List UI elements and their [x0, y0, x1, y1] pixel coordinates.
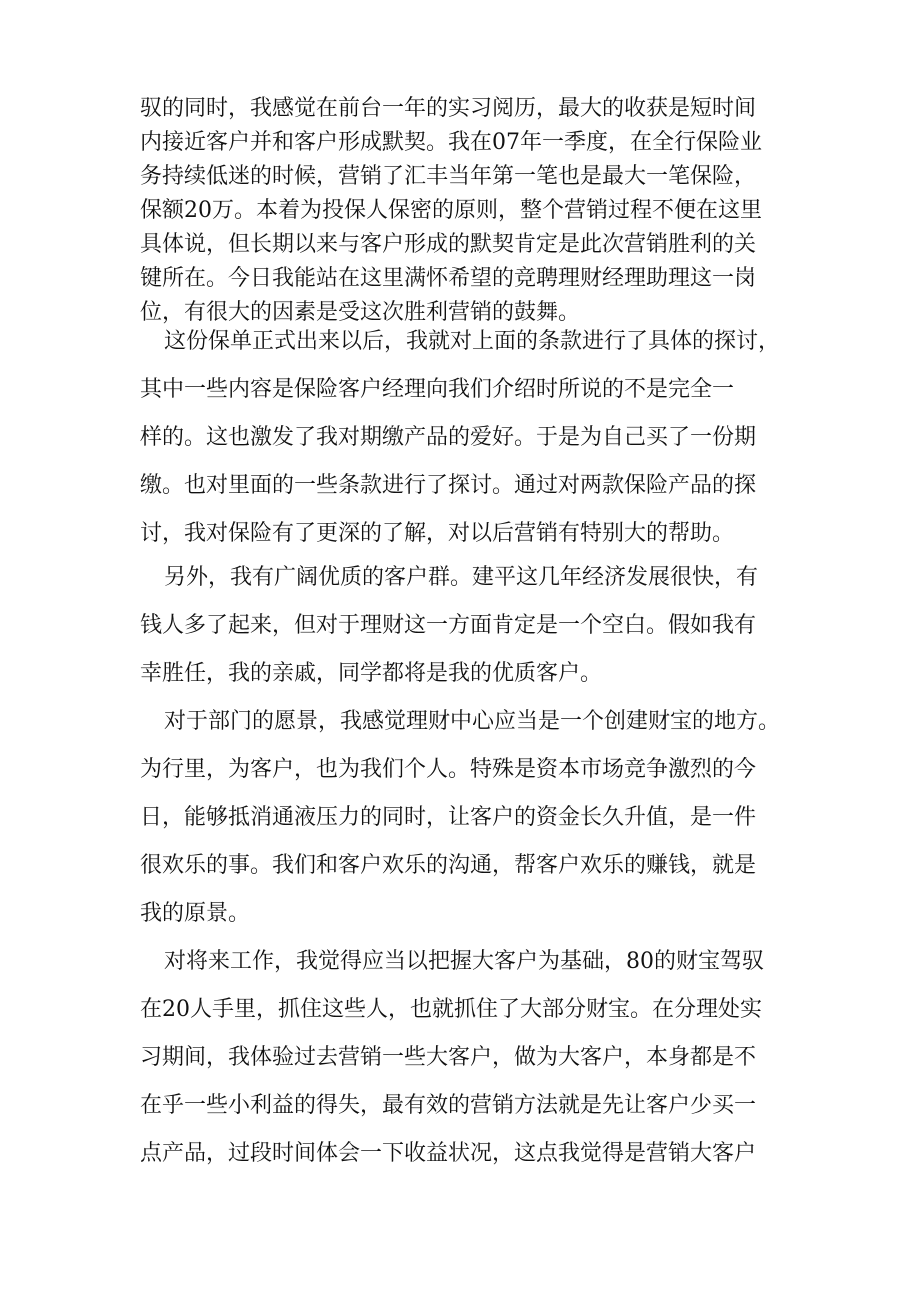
- paragraph-5: [140, 938, 790, 1178]
- text-line: 幸胜任，我的亲戚，同学都将是我的优质客户。: [140, 661, 603, 686]
- text-line: 对将来工作，我觉得应当以把握大客户为基础，80的财宝驾驭: [164, 949, 764, 974]
- text-line: 务持续低迷的时候，营销了汇丰当年第一笔也是最大一笔保险，: [140, 164, 757, 189]
- text-line: 内接近客户并和客户形成默契。我在07年一季度，在全行保险业: [140, 130, 762, 155]
- text-line: 缴。也对里面的一些条款进行了探讨。通过对两款保险产品的探: [140, 473, 757, 498]
- text-line: 习期间，我体验过去营销一些大客户，做为大客户，本身都是不: [140, 1045, 757, 1070]
- text-line: 另外，我有广阔优质的客户群。建平这几年经济发展很快，有: [164, 565, 759, 590]
- text-line: 钱人多了起来，但对于理财这一方面肯定是一个空白。假如我有: [140, 613, 757, 638]
- text-line: 驭的同时，我感觉在前台一年的实习阅历，最大的收获是短时间: [140, 96, 757, 121]
- text-line: 在20人手里，抓住这些人，也就抓住了大部分财宝。在分理处实: [140, 997, 762, 1022]
- paragraph-3: [140, 554, 790, 698]
- text-line: 这份保单正式出来以后，我就对上面的条款进行了具体的探讨，: [164, 329, 781, 354]
- paragraph-4: [140, 698, 790, 938]
- text-line: 讨，我对保险有了更深的了解，对以后营销有特别大的帮助。: [140, 521, 735, 546]
- text-line: 位，有很大的因素是受这次胜利营销的鼓舞。: [140, 300, 581, 325]
- text-line: 对于部门的愿景，我感觉理财中心应当是一个创建财宝的地方。: [164, 709, 781, 734]
- paragraph-1: [140, 92, 790, 330]
- text-line: 具体说，但长期以来与客户形成的默契肯定是此次营销胜利的关: [140, 232, 757, 257]
- text-line: 日，能够抵消通液压力的同时，让客户的资金长久升值，是一件: [140, 805, 757, 830]
- text-line: 样的。这也激发了我对期缴产品的爱好。于是为自己买了一份期: [140, 425, 757, 450]
- text-line: 很欢乐的事。我们和客户欢乐的沟通，帮客户欢乐的赚钱，就是: [140, 853, 757, 878]
- text-line: 我的原景。: [140, 901, 251, 926]
- text-line: 其中一些内容是保险客户经理向我们介绍时所说的不是完全一: [140, 377, 735, 402]
- text-line: 在乎一些小利益的得失，最有效的营销方法就是先让客户少买一: [140, 1093, 757, 1118]
- paragraph-2: [140, 318, 790, 558]
- text-line: 为行里，为客户，也为我们个人。特殊是资本市场竞争激烈的今: [140, 757, 757, 782]
- text-line: 保额20万。本着为投保人保密的原则，整个营销过程不便在这里: [140, 198, 762, 223]
- text-line: 点产品，过段时间体会一下收益状况，这点我觉得是营销大客户: [140, 1141, 757, 1166]
- text-line: 键所在。今日我能站在这里满怀希望的竞聘理财经理助理这一岗: [140, 266, 757, 291]
